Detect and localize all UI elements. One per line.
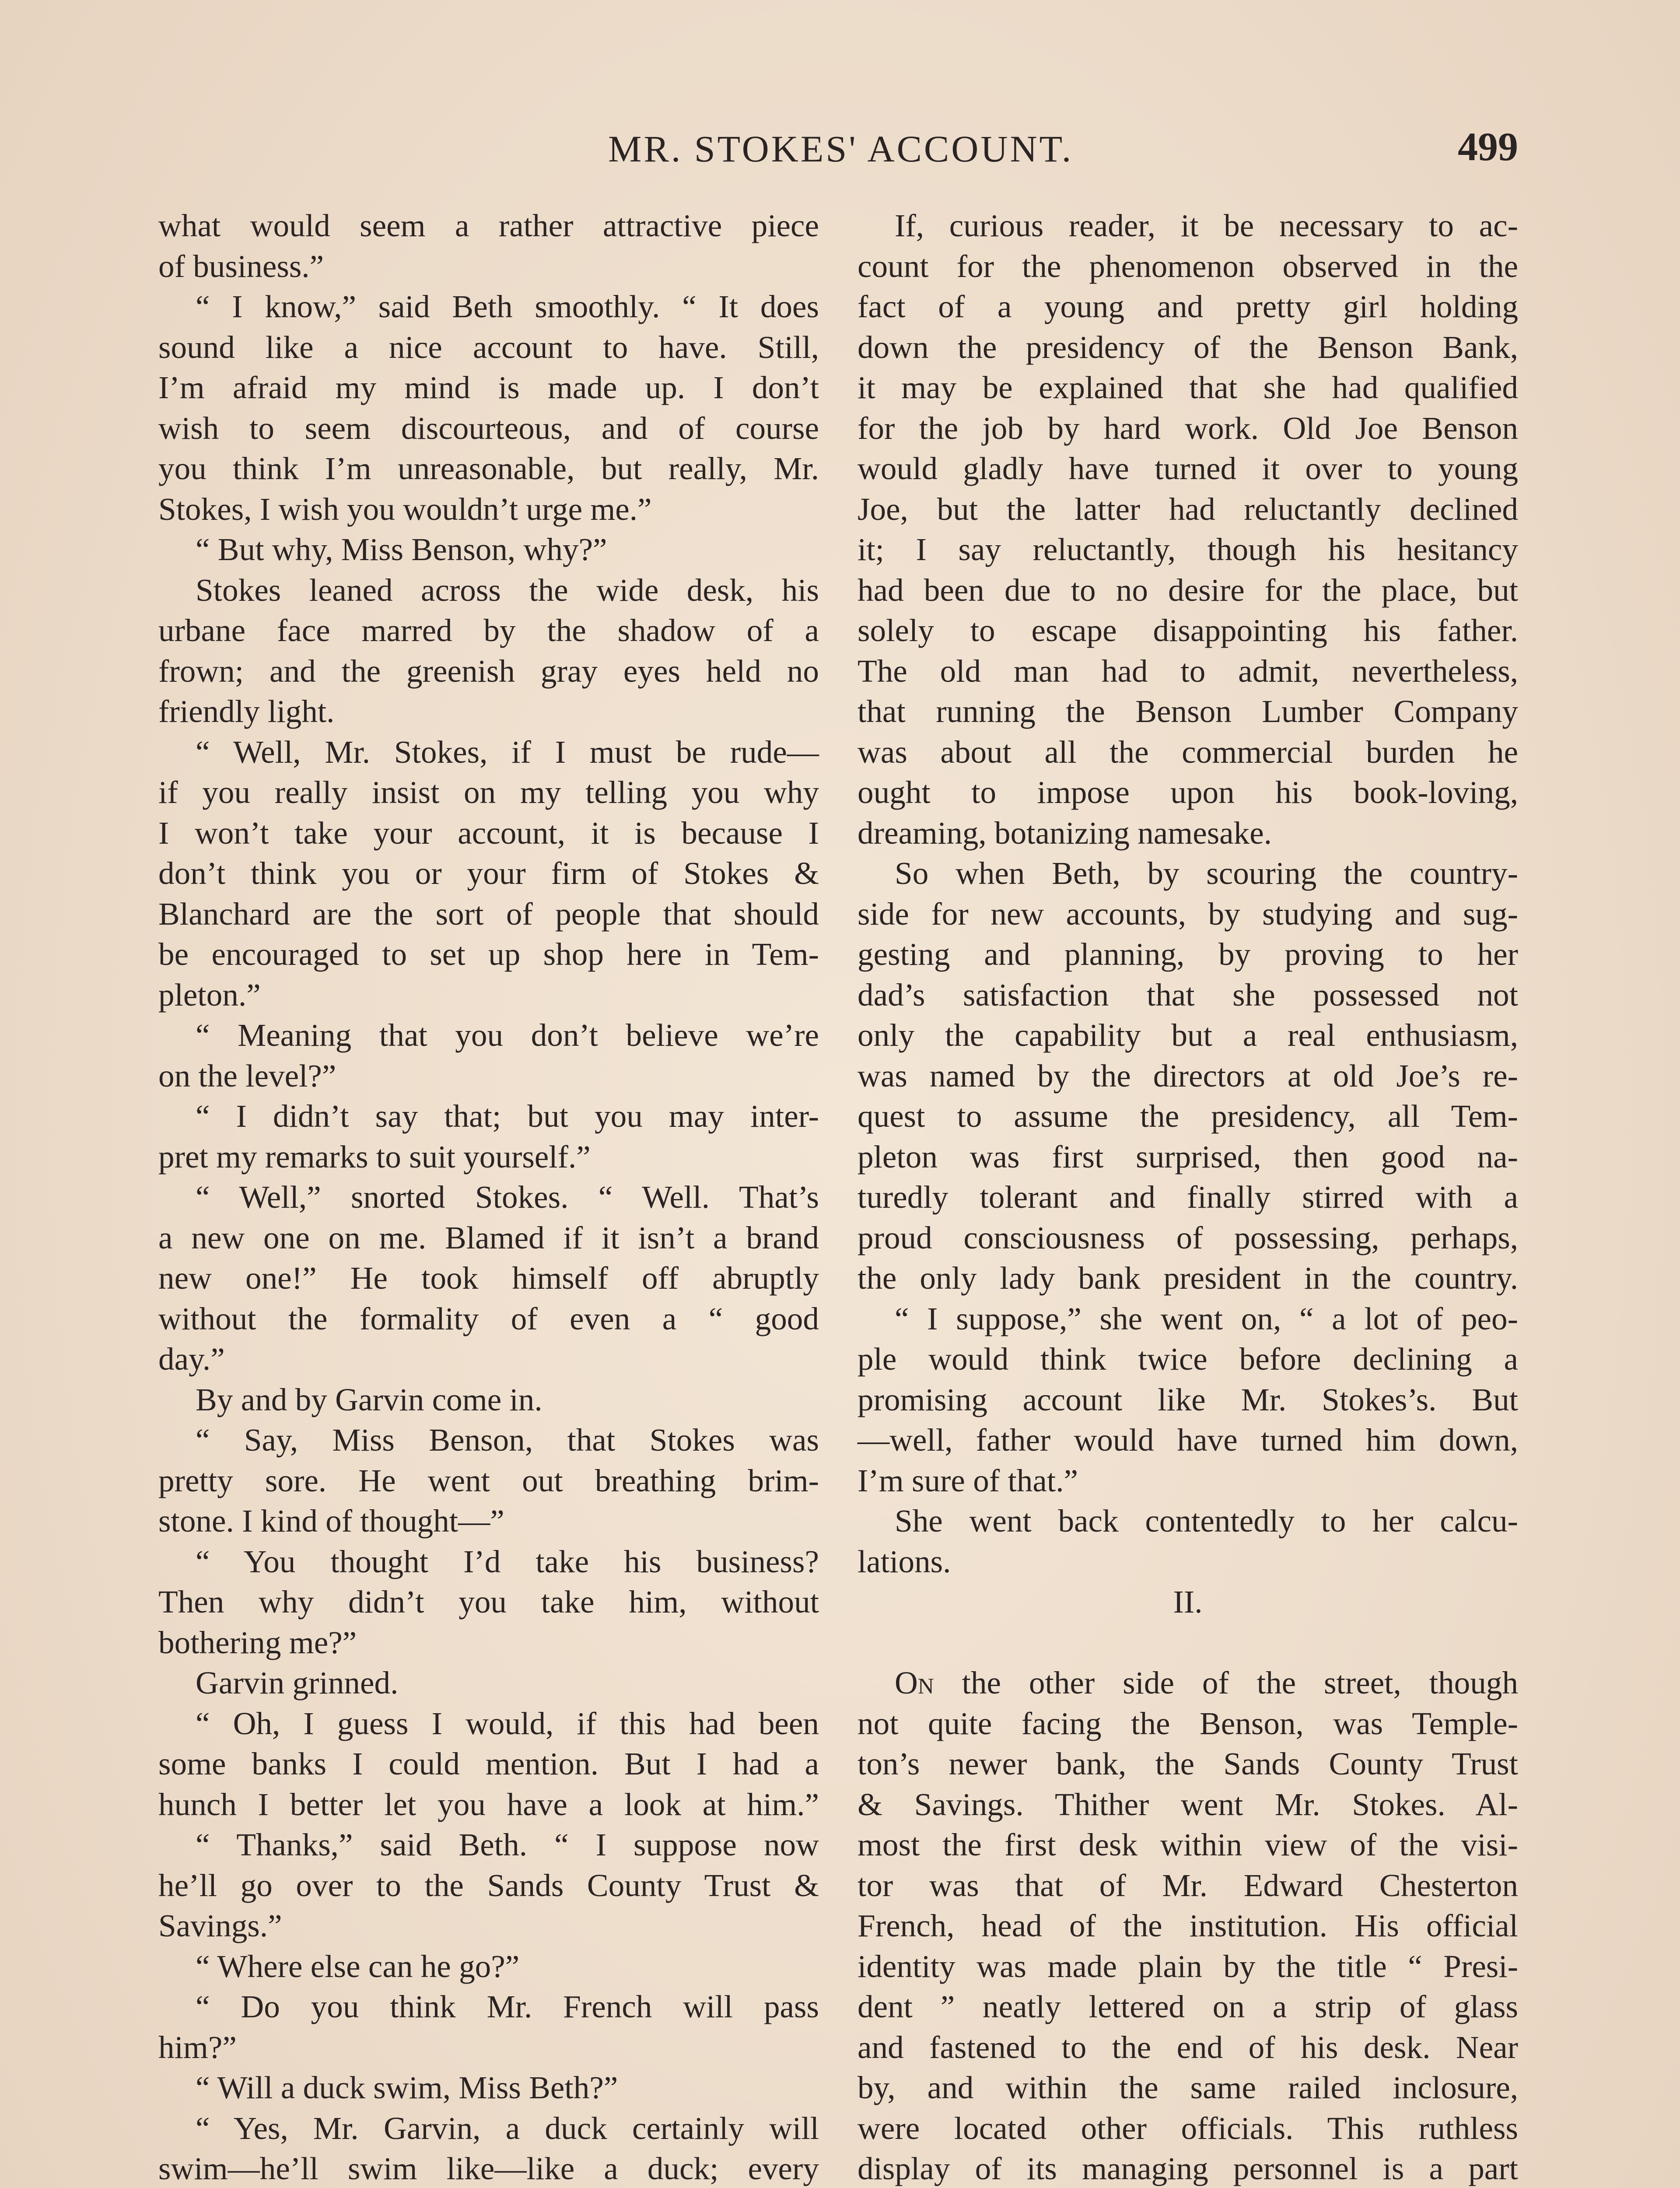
text-line: Stokes, I wish you wouldn’t urge me.” (158, 491, 652, 527)
text-line: solely to escape disappointing his father. (858, 613, 1518, 648)
text-line: it may be explained that she had qualified (858, 370, 1518, 405)
text-line: I’m sure of that.” (858, 1462, 1078, 1498)
text-line: “ Where else can he go?” (196, 1948, 520, 1984)
text-line: I won’t take your account, it is because I (158, 815, 819, 851)
text-line: most the first desk within view of the visi- (858, 1827, 1518, 1862)
text-line: II. (1173, 1584, 1203, 1620)
text-line: Savings.” (158, 1908, 282, 1943)
text-line: be encouraged to set up shop here in Tem- (158, 936, 819, 972)
text-line: for the job by hard work. Old Joe Benson (858, 410, 1518, 446)
text-line: French, head of the institution. His official (858, 1908, 1518, 1943)
text-line: Garvin grinned. (196, 1665, 399, 1701)
text-line: day.” (158, 1341, 225, 1377)
text-line: him?” (158, 2029, 237, 2065)
text-line: count for the phenomenon observed in the (858, 248, 1518, 284)
text-line: quest to assume the presidency, all Tem- (858, 1098, 1518, 1134)
text-line: ple would think twice before declining a (858, 1341, 1518, 1377)
text-line: frown; and the greenish gray eyes held no (158, 653, 819, 689)
text-line: pleton.” (158, 977, 261, 1013)
text-line: promising account like Mr. Stokes’s. But (858, 1382, 1518, 1417)
text-line: and fastened to the end of his desk. Near (858, 2029, 1518, 2065)
page-number: 499 (1458, 124, 1518, 169)
text-line: lations. (858, 1543, 951, 1579)
text-line: only the capability but a real enthusiasm, (858, 1017, 1518, 1053)
text-line: stone. I kind of thought—” (158, 1503, 504, 1539)
text-line (858, 1623, 1518, 1663)
text-line: ton’s newer bank, the Sands County Trust (858, 1746, 1518, 1781)
text-line: was about all the commercial burden he (858, 734, 1518, 770)
text-line: identity was made plain by the title “ Presi- (858, 1948, 1518, 1984)
text-line: & Savings. Thither went Mr. Stokes. Al- (858, 1786, 1518, 1822)
text-line: “ Do you think Mr. French will pass (196, 1989, 819, 2024)
text-line: don’t think you or your firm of Stokes & (158, 856, 819, 891)
text-line: “ Well, Mr. Stokes, if I must be rude— (196, 734, 819, 770)
text-line: —well, father would have turned him down, (858, 1422, 1518, 1458)
text-line: “ I suppose,” she went on, “ a lot of peo- (895, 1301, 1518, 1336)
text-line: pret my remarks to suit yourself.” (158, 1139, 591, 1175)
text-line: The old man had to admit, nevertheless, (858, 653, 1518, 689)
text-line: Blanchard are the sort of people that should (158, 896, 819, 932)
text-line: what would seem a rather attractive piece (158, 208, 819, 243)
text-line: would gladly have turned it over to young (858, 451, 1518, 486)
text-line: gesting and planning, by proving to her (858, 936, 1518, 972)
text-line: “ Meaning that you don’t believe we’re (196, 1017, 819, 1053)
right-text-column (858, 206, 1518, 2188)
text-line: by, and within the same railed inclosure, (858, 2070, 1518, 2105)
text-line: he’ll go over to the Sands County Trust & (158, 1867, 819, 1903)
text-line: She went back contentedly to her calcu- (895, 1503, 1518, 1539)
text-line: dent ” neatly lettered on a strip of glass (858, 1989, 1518, 2024)
text-line: tor was that of Mr. Edward Chesterton (858, 1867, 1518, 1903)
text-line: down the presidency of the Benson Bank, (858, 329, 1518, 365)
page-header (0, 118, 1680, 179)
text-line: I’m afraid my mind is made up. I don’t (158, 370, 819, 405)
text-line: not quite facing the Benson, was Temple- (858, 1705, 1518, 1741)
left-text-column (158, 206, 819, 2188)
text-line: ought to impose upon his book-loving, (858, 775, 1518, 810)
text-line: Joe, but the latter had reluctantly declined (858, 491, 1518, 527)
text-line: the only lady bank president in the country. (858, 1260, 1518, 1296)
text-line: had been due to no desire for the place, but (858, 572, 1518, 608)
running-title: MR. STOKES' ACCOUNT. (608, 128, 1074, 170)
text-line: new one!” He took himself off abruptly (158, 1260, 819, 1296)
text-line: “ I know,” said Beth smoothly. “ It does (196, 289, 819, 324)
text-line: If, curious reader, it be necessary to ac- (895, 208, 1518, 243)
text-line: swim—he’ll swim like—like a duck; every (158, 2151, 819, 2186)
text-line: By and by Garvin come in. (196, 1382, 542, 1417)
text-line: On the other side of the street, though (895, 1665, 1518, 1701)
text-line: that running the Benson Lumber Company (858, 694, 1518, 729)
text-line: without the formality of even a “ good (158, 1301, 819, 1336)
text-line: “ Well,” snorted Stokes. “ Well. That’s (196, 1179, 819, 1215)
text-line: pretty sore. He went out breathing brim- (158, 1462, 819, 1498)
text-line: “ Yes, Mr. Garvin, a duck certainly will (196, 2110, 819, 2146)
text-line: “ Will a duck swim, Miss Beth?” (196, 2070, 618, 2105)
text-line: dreaming, botanizing namesake. (858, 815, 1272, 851)
text-line: hunch I better let you have a look at him.” (158, 1786, 819, 1822)
text-line: wish to seem discourteous, and of course (158, 410, 819, 446)
text-line: bothering me?” (158, 1624, 357, 1660)
text-line: some banks I could mention. But I had a (158, 1746, 819, 1781)
text-line: side for new accounts, by studying and sug- (858, 896, 1518, 932)
text-line: urbane face marred by the shadow of a (158, 613, 819, 648)
text-line: if you really insist on my telling you why (158, 775, 819, 810)
text-line: pleton was first surprised, then good na- (858, 1139, 1518, 1175)
text-line: it; I say reluctantly, though his hesitancy (858, 532, 1518, 567)
text-line: So when Beth, by scouring the country- (895, 856, 1518, 891)
text-line: sound like a nice account to have. Still, (158, 329, 819, 365)
text-line: a new one on me. Blamed if it isn’t a brand (158, 1220, 819, 1255)
text-line: dad’s satisfaction that she possessed not (858, 977, 1518, 1013)
text-line: “ I didn’t say that; but you may inter- (196, 1098, 819, 1134)
text-line: display of its managing personnel is a part (858, 2151, 1518, 2186)
text-line: “ Thanks,” said Beth. “ I suppose now (196, 1827, 819, 1862)
text-line: Stokes leaned across the wide desk, his (196, 572, 819, 608)
text-line: friendly light. (158, 694, 335, 729)
text-line: proud consciousness of possessing, perhaps, (858, 1220, 1518, 1255)
text-line: was named by the directors at old Joe’s re- (858, 1058, 1518, 1094)
text-line: turedly tolerant and finally stirred with a (858, 1179, 1518, 1215)
text-line: on the level?” (158, 1058, 336, 1094)
text-line: “ You thought I’d take his business? (196, 1543, 819, 1579)
text-line: Then why didn’t you take him, without (158, 1584, 819, 1620)
text-line: of business.” (158, 248, 324, 284)
text-line: you think I’m unreasonable, but really, Mr. (158, 451, 819, 486)
text-line: “ Say, Miss Benson, that Stokes was (196, 1422, 819, 1458)
text-line: “ Oh, I guess I would, if this had been (196, 1705, 819, 1741)
text-line: “ But why, Miss Benson, why?” (196, 532, 607, 567)
text-line: fact of a young and pretty girl holding (858, 289, 1518, 324)
text-line: were located other officials. This ruthless (858, 2110, 1518, 2146)
